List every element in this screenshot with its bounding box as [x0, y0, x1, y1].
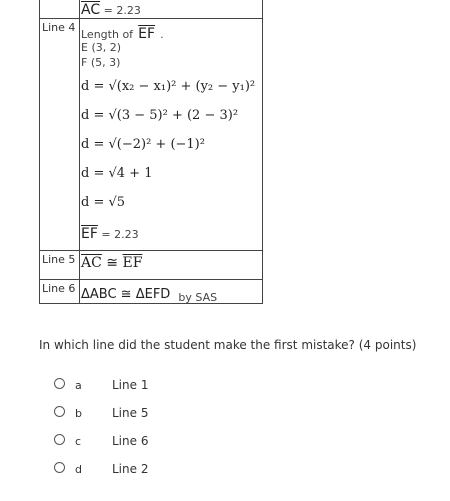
- option-letter: b: [75, 407, 82, 420]
- point-e: E (3, 2): [81, 41, 122, 54]
- length-of-heading: Length of: [81, 28, 134, 41]
- line4-label: Line 4: [40, 19, 80, 251]
- line5-content: [80, 251, 263, 280]
- segment-ef-result: $\overline{EF}$: [81, 226, 98, 242]
- proof-row-top: [40, 0, 263, 19]
- option-value: Line 5: [112, 406, 149, 420]
- proof-table: [39, 0, 263, 304]
- square-step: d = √4 + 1: [81, 166, 153, 181]
- option-letter: d: [75, 463, 82, 476]
- sum-step: d = √5: [81, 195, 126, 210]
- option-value: Line 2: [112, 462, 149, 476]
- segment-ef-heading: $\overline{EF}$: [138, 26, 156, 42]
- heading-dot: .: [160, 28, 164, 41]
- segment-ac: $\overline{AC}$: [81, 2, 101, 18]
- line6-content: [80, 280, 263, 304]
- option-value: Line 1: [112, 378, 149, 392]
- row-label-empty: [40, 0, 80, 19]
- proof-row-line5: [40, 251, 263, 280]
- line6-label: Line 6: [40, 280, 80, 304]
- segment-ef-congruent: $\overline{EF}$: [122, 255, 143, 271]
- option-value: Line 6: [112, 434, 149, 448]
- radio-button[interactable]: [54, 378, 65, 389]
- radio-button[interactable]: [54, 434, 65, 445]
- row-top-content: [80, 0, 263, 19]
- ac-length-value: = 2.23: [100, 4, 141, 17]
- line5-label: Line 5: [40, 251, 80, 280]
- option-letter: a: [75, 379, 82, 392]
- distance-formula: d = √(x₂ − x₁)² + (y₂ − y₁)²: [81, 79, 256, 94]
- sas-reason: by SAS: [178, 291, 218, 304]
- point-f: F (5, 3): [81, 56, 121, 69]
- option-letter: c: [75, 435, 82, 448]
- ef-length-value: = 2.23: [97, 228, 139, 241]
- question-text: In which line did the student make the first mistake? (4 points): [39, 338, 417, 352]
- triangle-congruence-statement: ΔABC ≅ ΔEFD: [81, 287, 171, 302]
- substitution-step: d = √(3 − 5)² + (2 − 3)²: [81, 108, 239, 123]
- line4-content: [80, 19, 263, 251]
- difference-step: d = √(−2)² + (−1)²: [81, 137, 205, 152]
- radio-button[interactable]: [54, 462, 65, 473]
- congruent-symbol: ≅: [106, 255, 119, 271]
- proof-row-line4: [40, 19, 263, 251]
- radio-button[interactable]: [54, 406, 65, 417]
- proof-row-line6: [40, 280, 263, 304]
- segment-ac-congruent: $\overline{AC}$: [81, 255, 102, 271]
